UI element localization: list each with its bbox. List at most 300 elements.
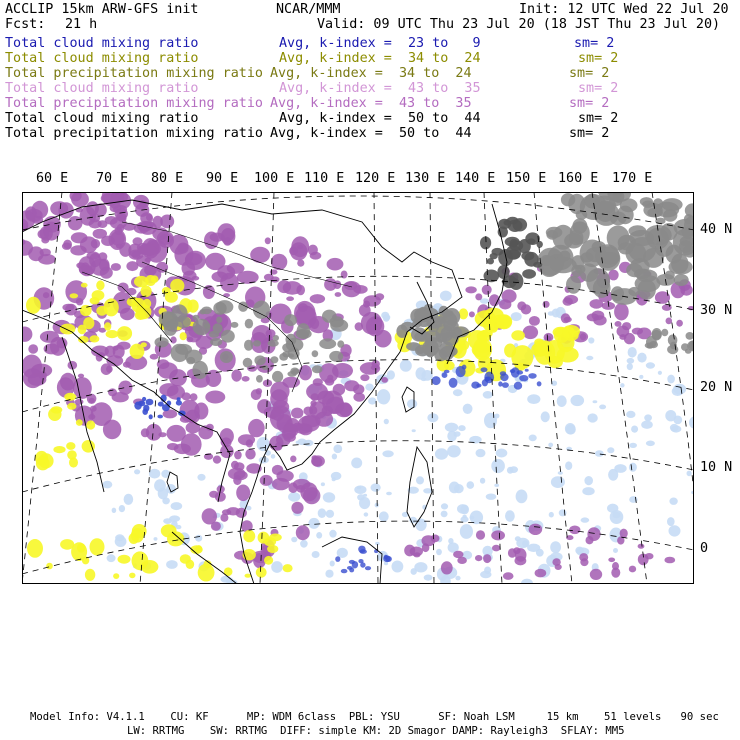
lightblue-cloud-patch	[119, 505, 125, 512]
gray-cloud-patch	[661, 329, 668, 336]
purple-cloud-patch	[375, 293, 384, 300]
init-time: Init: 12 UTC Wed 22 Jul 20	[519, 2, 729, 17]
lightblue-cloud-patch	[667, 375, 675, 384]
purple-cloud-patch	[265, 237, 271, 244]
lightblue-cloud-patch	[565, 461, 572, 470]
purple-cloud-patch	[502, 289, 517, 302]
purple-cloud-patch	[126, 261, 138, 271]
lightblue-cloud-patch	[416, 476, 424, 484]
gray-cloud-patch	[533, 262, 542, 268]
lightblue-cloud-patch	[463, 404, 473, 414]
lightblue-cloud-patch	[371, 483, 381, 491]
purple-cloud-patch	[133, 237, 143, 245]
purple-cloud-patch	[483, 554, 491, 563]
purple-cloud-patch	[205, 253, 225, 270]
gray-cloud-patch	[312, 365, 323, 373]
gray-cloud-patch	[254, 355, 265, 365]
lightblue-cloud-patch	[599, 405, 606, 410]
purple-cloud-patch	[231, 461, 239, 469]
lightblue-cloud-patch	[330, 561, 335, 567]
legend-sm: sm= 2	[578, 81, 619, 96]
gray-cloud-patch	[262, 365, 268, 370]
lightblue-cloud-patch	[387, 370, 395, 379]
blue-cloud-band	[134, 402, 142, 410]
gray-cloud-patch	[638, 279, 656, 300]
lightblue-cloud-patch	[195, 535, 202, 542]
gray-cloud-patch	[279, 353, 288, 361]
blue-cloud-band	[514, 382, 522, 390]
blue-cloud-band	[519, 375, 528, 381]
lightblue-cloud-patch	[259, 457, 269, 464]
lon-label: 160 E	[558, 171, 599, 186]
gray-cloud-patch	[668, 335, 678, 346]
gray-cloud-patch	[580, 240, 605, 268]
purple-cloud-patch	[177, 243, 188, 254]
purple-cloud-patch	[297, 260, 304, 267]
lightblue-cloud-patch	[333, 445, 342, 454]
model-info-line1: Model Info: V4.1.1 CU: KF MP: WDM 6class PBL: YSU SF: Noah LSM 15 km 51 levels 90 sec	[30, 711, 719, 723]
purple-cloud-patch	[441, 561, 453, 574]
yellow-cloud-patch	[145, 275, 156, 286]
lightblue-cloud-patch	[549, 512, 554, 518]
purple-cloud-patch	[186, 422, 201, 434]
yellow-cloud-patch	[76, 419, 83, 426]
blue-cloud-band	[525, 369, 529, 372]
lightblue-cloud-patch	[435, 448, 448, 459]
blue-cloud-band	[502, 382, 509, 388]
lightblue-cloud-patch	[379, 511, 389, 521]
blue-cloud-band	[347, 566, 353, 570]
lightblue-cloud-patch	[529, 435, 537, 442]
gray-cloud-patch	[665, 271, 675, 280]
yellow-cloud-patch	[81, 283, 88, 288]
purple-cloud-patch	[291, 502, 303, 514]
lightblue-cloud-patch	[587, 413, 597, 422]
lon-label: 80 E	[151, 171, 184, 186]
gray-cloud-patch	[444, 308, 461, 325]
gray-cloud-patch	[155, 337, 169, 347]
lightblue-cloud-patch	[440, 291, 452, 301]
purple-cloud-patch	[75, 399, 84, 405]
gray-cloud-patch	[451, 327, 462, 339]
lightblue-cloud-patch	[448, 538, 453, 544]
fcst-label: Fcst:	[5, 17, 46, 32]
lightblue-cloud-patch	[455, 576, 460, 581]
purple-cloud-patch	[324, 278, 337, 291]
yellow-cloud-patch	[167, 531, 184, 546]
lightblue-cloud-patch	[318, 508, 326, 518]
lightblue-cloud-patch	[593, 400, 598, 403]
lightblue-cloud-patch	[412, 429, 416, 432]
purple-cloud-patch	[270, 269, 278, 274]
lightblue-cloud-patch	[641, 421, 653, 429]
gray-cloud-patch	[216, 317, 222, 324]
purple-cloud-patch	[615, 321, 622, 327]
purple-cloud-patch	[475, 293, 482, 300]
blue-cloud-band	[177, 397, 181, 401]
legend-avg: Avg, k-index = 23 to 9	[279, 36, 481, 51]
lon-label: 100 E	[254, 171, 295, 186]
gray-cloud-patch	[626, 263, 642, 277]
gray-cloud-patch	[216, 300, 234, 314]
lightblue-cloud-patch	[626, 411, 635, 418]
legend-avg: Avg, k-index = 50 to 44	[279, 111, 481, 126]
purple-cloud-patch	[68, 216, 83, 230]
lightblue-cloud-patch	[457, 504, 468, 514]
purple-cloud-patch	[182, 392, 191, 400]
legend-sm: sm= 2	[578, 111, 619, 126]
lightblue-cloud-patch	[414, 562, 427, 572]
gray-cloud-patch	[566, 276, 581, 294]
lightblue-cloud-patch	[595, 450, 604, 457]
purple-cloud-patch	[181, 433, 202, 456]
purple-cloud-patch	[299, 365, 312, 380]
purple-cloud-patch	[123, 362, 131, 368]
purple-cloud-patch	[545, 336, 551, 341]
blue-cloud-band	[146, 399, 154, 406]
blue-cloud-band	[456, 366, 466, 377]
purple-cloud-patch	[482, 285, 492, 295]
purple-cloud-patch	[645, 553, 654, 559]
purple-cloud-patch	[353, 393, 365, 402]
purple-cloud-patch	[608, 558, 615, 563]
purple-cloud-patch	[579, 553, 588, 561]
purple-cloud-patch	[158, 362, 178, 379]
gray-cloud-patch	[243, 358, 253, 368]
lightblue-cloud-patch	[491, 459, 505, 473]
purple-cloud-patch	[422, 543, 430, 552]
blue-cloud-band	[432, 376, 441, 385]
purple-cloud-patch	[515, 548, 527, 562]
lightblue-cloud-patch	[441, 511, 448, 518]
purple-cloud-patch	[146, 214, 152, 221]
lightblue-cloud-patch	[613, 548, 618, 553]
yellow-cloud-patch	[66, 442, 75, 450]
lightblue-cloud-patch	[407, 399, 417, 408]
gray-cloud-patch	[629, 225, 647, 236]
lightblue-cloud-patch	[458, 425, 466, 431]
legend-avg: Avg, k-index = 34 to 24	[270, 66, 472, 81]
lightblue-cloud-patch	[527, 394, 540, 404]
lightblue-cloud-patch	[631, 426, 638, 433]
purple-cloud-patch	[457, 557, 467, 564]
purple-cloud-patch	[260, 475, 273, 486]
blue-cloud-band	[476, 384, 481, 388]
purple-cloud-patch	[676, 320, 683, 327]
purple-cloud-patch	[248, 419, 265, 437]
lightblue-cloud-patch	[271, 561, 283, 573]
lightblue-cloud-patch	[480, 478, 485, 484]
purple-cloud-patch	[213, 456, 221, 464]
gray-cloud-patch	[296, 329, 312, 339]
purple-cloud-patch	[89, 398, 95, 403]
purple-cloud-patch	[469, 311, 475, 317]
purple-cloud-patch	[569, 526, 580, 535]
gray-cloud-patch	[628, 237, 656, 262]
purple-cloud-patch	[291, 408, 303, 419]
lightblue-cloud-patch	[505, 510, 515, 522]
purple-cloud-patch	[413, 552, 420, 557]
lightblue-cloud-patch	[582, 487, 594, 495]
lightblue-cloud-patch	[400, 360, 412, 372]
purple-cloud-patch	[118, 283, 129, 293]
lightblue-cloud-patch	[571, 395, 585, 406]
lightblue-cloud-patch	[357, 486, 362, 489]
lightblue-cloud-patch	[637, 353, 646, 363]
gray-cloud-patch	[610, 212, 627, 226]
lightblue-cloud-patch	[421, 370, 432, 381]
lat-label: 30 N	[700, 303, 733, 318]
yellow-cloud-patch	[135, 310, 146, 320]
lightblue-cloud-patch	[171, 502, 183, 510]
lightblue-cloud-patch	[627, 358, 635, 364]
blue-cloud-band	[157, 415, 163, 419]
purple-cloud-patch	[666, 318, 673, 325]
purple-cloud-patch	[586, 536, 594, 544]
lightblue-cloud-patch	[607, 447, 614, 453]
yellow-cloud-patch	[96, 306, 107, 316]
lightblue-cloud-patch	[646, 441, 655, 447]
lightblue-cloud-patch	[509, 466, 518, 473]
blue-cloud-band	[481, 367, 488, 372]
purple-cloud-patch	[270, 381, 289, 401]
purple-cloud-patch	[256, 388, 262, 394]
purple-cloud-patch	[111, 263, 121, 271]
lightblue-cloud-patch	[480, 571, 491, 578]
lightblue-cloud-patch	[639, 375, 643, 379]
gray-cloud-patch	[273, 335, 279, 341]
lat-label: 20 N	[700, 380, 733, 395]
purple-cloud-patch	[78, 256, 95, 276]
purple-cloud-patch	[28, 246, 44, 261]
gray-cloud-patch	[159, 311, 176, 327]
purple-cloud-patch	[283, 281, 302, 295]
purple-cloud-patch	[242, 376, 250, 382]
lightblue-cloud-patch	[291, 537, 297, 543]
lightblue-cloud-patch	[176, 525, 182, 529]
blue-cloud-band	[383, 555, 390, 562]
yellow-cloud-patch	[118, 555, 131, 564]
purple-cloud-patch	[233, 475, 241, 485]
lightblue-cloud-patch	[665, 410, 676, 421]
yellow-cloud-patch	[70, 293, 79, 298]
lightblue-cloud-patch	[329, 530, 336, 538]
blue-cloud-band	[537, 381, 542, 386]
gray-cloud-patch	[411, 327, 427, 341]
legend-field: Total cloud mixing ratio	[5, 51, 199, 66]
lightblue-cloud-patch	[351, 458, 362, 469]
lightblue-cloud-patch	[612, 512, 620, 519]
gray-cloud-patch	[490, 253, 498, 259]
lightblue-cloud-patch	[427, 413, 438, 422]
purple-cloud-patch	[70, 245, 86, 255]
gray-cloud-patch	[667, 345, 678, 354]
purple-cloud-patch	[680, 285, 692, 296]
gray-cloud-patch	[253, 301, 270, 319]
yellow-cloud-patch	[27, 539, 43, 558]
gray-cloud-patch	[176, 316, 191, 328]
purple-cloud-patch	[211, 522, 221, 531]
yellow-cloud-patch	[553, 327, 569, 338]
purple-cloud-patch	[141, 428, 150, 437]
gray-cloud-patch	[284, 314, 297, 326]
lat-label: 10 N	[700, 460, 733, 475]
lightblue-cloud-patch	[384, 314, 391, 320]
gray-cloud-patch	[561, 193, 575, 206]
lightblue-cloud-patch	[103, 481, 113, 489]
yellow-cloud-patch	[90, 538, 105, 555]
lon-label: 120 E	[355, 171, 396, 186]
gray-cloud-patch	[204, 323, 210, 329]
legend-sm: sm= 2	[569, 96, 610, 111]
lightblue-cloud-patch	[445, 423, 458, 432]
lon-label: 170 E	[612, 171, 653, 186]
lightblue-cloud-patch	[271, 454, 276, 459]
purple-cloud-patch	[341, 271, 348, 279]
gray-cloud-patch	[213, 323, 223, 333]
purple-cloud-patch	[272, 478, 290, 490]
purple-cloud-patch	[286, 296, 294, 301]
purple-cloud-patch	[638, 544, 645, 549]
lightblue-cloud-patch	[166, 560, 178, 569]
gray-cloud-patch	[643, 203, 662, 217]
yellow-cloud-patch	[96, 280, 104, 290]
gray-cloud-patch	[686, 332, 694, 340]
yellow-cloud-patch	[243, 530, 255, 542]
lightblue-cloud-patch	[288, 492, 300, 502]
gray-cloud-patch	[569, 230, 583, 245]
lightblue-cloud-patch	[364, 512, 369, 516]
gray-cloud-patch	[272, 371, 283, 382]
purple-cloud-patch	[215, 492, 226, 502]
lightblue-cloud-patch	[375, 503, 379, 508]
lightblue-cloud-patch	[115, 536, 127, 547]
lightblue-cloud-patch	[220, 576, 231, 583]
valid-time: Valid: 09 UTC Thu 23 Jul 20 (18 JST Thu 23 Jul 20)	[317, 17, 721, 32]
purple-cloud-patch	[28, 344, 38, 354]
purple-cloud-patch	[564, 317, 572, 323]
purple-cloud-patch	[590, 299, 604, 309]
purple-cloud-patch	[612, 562, 619, 570]
purple-cloud-patch	[106, 365, 113, 372]
gray-cloud-patch	[220, 351, 233, 363]
lightblue-cloud-patch	[392, 561, 404, 573]
purple-cloud-patch	[290, 456, 296, 463]
purple-cloud-patch	[231, 370, 241, 382]
lightblue-cloud-patch	[669, 525, 681, 536]
lightblue-cloud-patch	[620, 383, 624, 387]
lightblue-cloud-patch	[453, 389, 463, 396]
purple-cloud-patch	[190, 393, 198, 401]
purple-cloud-patch	[664, 557, 675, 564]
lightblue-cloud-patch	[670, 424, 679, 432]
legend-avg: Avg, k-index = 43 to 35	[279, 81, 481, 96]
gray-cloud-patch	[329, 351, 343, 362]
lightblue-cloud-patch	[494, 484, 499, 487]
purple-cloud-patch	[289, 247, 298, 255]
yellow-cloud-patch	[85, 569, 95, 581]
lightblue-cloud-patch	[515, 536, 521, 541]
purple-cloud-patch	[159, 383, 178, 396]
purple-cloud-patch	[221, 437, 232, 447]
gray-cloud-patch	[645, 343, 654, 349]
gray-cloud-patch	[425, 346, 435, 357]
purple-cloud-patch	[629, 566, 636, 573]
lon-label: 60 E	[36, 171, 69, 186]
purple-cloud-patch	[43, 292, 49, 298]
purple-cloud-patch	[227, 263, 245, 274]
purple-cloud-patch	[111, 231, 125, 245]
purple-cloud-patch	[517, 301, 526, 310]
purple-cloud-patch	[105, 216, 118, 225]
gray-cloud-patch	[537, 241, 543, 248]
legend-field: Total precipitation mixing ratio	[5, 66, 263, 81]
lightblue-cloud-patch	[496, 449, 508, 458]
gray-cloud-patch	[200, 309, 206, 314]
gray-cloud-patch	[521, 251, 534, 260]
legend-avg: Avg, k-index = 43 to 35	[270, 96, 472, 111]
blue-cloud-band	[142, 409, 148, 415]
purple-cloud-patch	[236, 485, 250, 502]
model-title: ACCLIP 15km ARW-GFS init	[5, 2, 199, 17]
lightblue-cloud-patch	[441, 503, 448, 509]
lightblue-cloud-patch	[124, 494, 134, 505]
purple-cloud-patch	[475, 555, 482, 561]
gray-cloud-patch	[513, 218, 528, 231]
lon-label: 90 E	[206, 171, 239, 186]
purple-cloud-patch	[57, 338, 68, 349]
gray-cloud-patch	[674, 274, 689, 286]
lightblue-cloud-patch	[667, 517, 675, 526]
lightblue-cloud-patch	[321, 482, 325, 486]
purple-cloud-patch	[170, 336, 176, 343]
lightblue-cloud-patch	[377, 389, 390, 404]
lightblue-cloud-patch	[424, 575, 433, 581]
lightblue-cloud-patch	[447, 445, 461, 457]
yellow-cloud-patch	[53, 446, 65, 453]
yellow-cloud-patch	[92, 290, 105, 300]
purple-cloud-patch	[303, 407, 313, 416]
lightblue-cloud-patch	[476, 449, 486, 457]
purple-cloud-patch	[355, 322, 363, 331]
lightblue-cloud-patch	[628, 347, 637, 358]
lightblue-cloud-patch	[154, 537, 158, 541]
gray-cloud-patch	[425, 337, 442, 349]
purple-cloud-patch	[185, 253, 202, 266]
lightblue-cloud-patch	[316, 532, 322, 539]
purple-cloud-patch	[158, 234, 174, 248]
lightblue-cloud-patch	[581, 517, 590, 522]
lightblue-cloud-patch	[107, 554, 116, 562]
yellow-cloud-patch	[36, 456, 50, 470]
gray-cloud-patch	[586, 268, 610, 294]
purple-cloud-patch	[205, 391, 225, 404]
purple-cloud-patch	[222, 509, 231, 515]
gray-cloud-patch	[270, 356, 278, 363]
fcst-value: 21 h	[65, 17, 98, 32]
lightblue-cloud-patch	[550, 541, 561, 553]
purple-cloud-patch	[271, 408, 284, 421]
purple-cloud-patch	[327, 258, 344, 271]
lightblue-cloud-patch	[384, 419, 389, 425]
lon-label: 130 E	[405, 171, 446, 186]
yellow-cloud-patch	[188, 300, 199, 313]
purple-cloud-patch	[167, 443, 179, 450]
lightblue-cloud-patch	[112, 508, 117, 513]
lightblue-cloud-patch	[449, 482, 460, 494]
lightblue-cloud-patch	[658, 371, 662, 375]
legend-sm: sm= 2	[578, 51, 619, 66]
